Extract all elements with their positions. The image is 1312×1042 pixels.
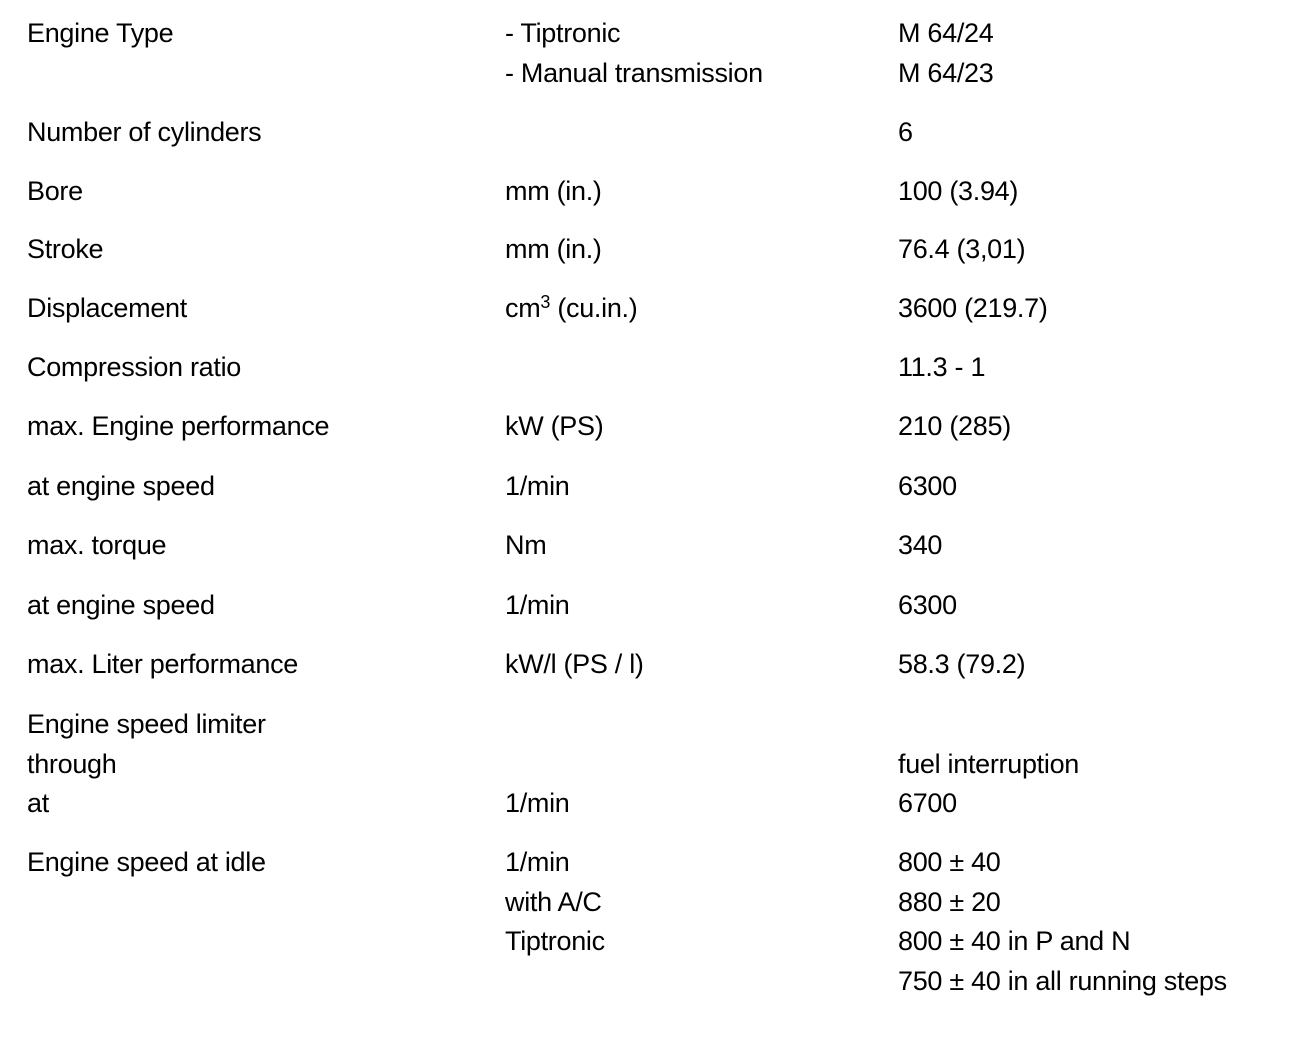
spec-value: [898, 230, 1298, 270]
spec-unit-line: 1/min: [505, 471, 570, 501]
spec-value: [898, 14, 1298, 93]
spec-label-line: Engine speed limiter: [27, 709, 266, 739]
spec-value-line: 6300: [898, 590, 957, 620]
unit-base: cm: [505, 293, 541, 323]
spec-unit-line: - Manual transmission: [505, 57, 763, 88]
spec-unit: [505, 705, 885, 824]
spec-unit-line: - Tiptronic: [505, 18, 621, 48]
spec-unit: [505, 526, 885, 566]
spec-label-line: Stroke: [27, 234, 104, 264]
unit-rest: (cu.in.): [550, 293, 638, 323]
spec-unit-line: kW/l (PS / l): [505, 649, 644, 679]
spec-value: [898, 705, 1298, 824]
spec-label-line: Engine speed at idle: [27, 847, 266, 877]
spec-value: [898, 645, 1298, 685]
spec-value-line: 76.4 (3,01): [898, 234, 1026, 264]
spec-value: [898, 113, 1298, 153]
spec-unit: [505, 586, 885, 626]
spec-value-line: 58.3 (79.2): [898, 649, 1026, 679]
spec-unit: [505, 230, 885, 270]
spec-label: [27, 843, 487, 883]
spec-unit-line: [505, 705, 885, 745]
spec-unit-line: Nm: [505, 530, 547, 560]
spec-label-line: max. Liter performance: [27, 649, 299, 679]
spec-unit-line: mm (in.): [505, 234, 602, 264]
spec-label-line: at engine speed: [27, 590, 215, 620]
spec-label: [27, 645, 487, 685]
spec-value-line: M 64/23: [898, 57, 994, 88]
spec-label-line: Engine Type: [27, 18, 174, 48]
spec-value: [898, 526, 1298, 566]
spec-value: [898, 843, 1298, 1001]
spec-value-line: 800 ± 40: [898, 847, 1001, 877]
spec-value-line: 6700: [898, 788, 957, 818]
spec-unit: [505, 843, 885, 962]
spec-value-line: 210 (285): [898, 411, 1011, 441]
spec-value-line: 800 ± 40 in P and N: [898, 926, 1131, 956]
spec-unit-line: with A/C: [505, 886, 602, 917]
spec-value: [898, 172, 1298, 212]
spec-unit: [505, 467, 885, 507]
spec-label: [27, 526, 487, 566]
spec-value-line: 6300: [898, 471, 957, 501]
spec-unit: [505, 407, 885, 447]
spec-label-line: Bore: [27, 176, 83, 206]
spec-unit-line: kW (PS): [505, 411, 604, 441]
unit-superscript: 3: [540, 292, 551, 312]
spec-label-line: Displacement: [27, 293, 187, 323]
spec-unit-line: 1/min: [505, 788, 570, 818]
spec-value-line: 750 ± 40 in all running steps: [898, 965, 1227, 996]
spec-unit: [505, 645, 885, 685]
spec-label: [27, 113, 487, 153]
spec-label-line: Compression ratio: [27, 352, 241, 382]
spec-value-line: 880 ± 20: [898, 886, 1001, 917]
spec-value-line: 340: [898, 530, 943, 560]
spec-value-line: 100 (3.94): [898, 176, 1019, 206]
spec-unit-line: Tiptronic: [505, 926, 605, 956]
spec-value-line: fuel interruption: [898, 748, 1080, 779]
spec-label-line: through: [27, 748, 117, 779]
spec-value: [898, 407, 1298, 447]
spec-unit: [505, 172, 885, 212]
spec-unit: [505, 289, 885, 329]
spec-label: [27, 14, 487, 54]
spec-label: [27, 586, 487, 626]
spec-value: [898, 348, 1298, 388]
spec-unit: [505, 14, 885, 93]
spec-value-line: 11.3 - 1: [898, 352, 986, 382]
spec-label: [27, 407, 487, 447]
spec-label: [27, 230, 487, 270]
spec-value: [898, 467, 1298, 507]
spec-unit-line: 1/min: [505, 590, 570, 620]
spec-value: [898, 289, 1298, 329]
spec-unit-line: [505, 745, 885, 785]
spec-value-line: M 64/24: [898, 18, 994, 48]
spec-unit-line: 1/min: [505, 847, 570, 877]
spec-value: [898, 586, 1298, 626]
spec-label: [27, 348, 487, 388]
spec-label-line: at: [27, 788, 49, 818]
spec-label: [27, 289, 487, 329]
spec-value-line: 3600 (219.7): [898, 293, 1048, 323]
spec-label-line: max. Engine performance: [27, 411, 330, 441]
spec-unit-line: [505, 289, 885, 329]
spec-unit-line: mm (in.): [505, 176, 602, 206]
spec-label-line: max. torque: [27, 530, 167, 560]
spec-label: [27, 705, 487, 824]
spec-label-line: at engine speed: [27, 471, 215, 501]
spec-value-line: [898, 705, 1298, 745]
spec-label: [27, 172, 487, 212]
spec-label: [27, 467, 487, 507]
spec-value-line: 6: [898, 117, 913, 147]
spec-label-line: Number of cylinders: [27, 117, 262, 147]
